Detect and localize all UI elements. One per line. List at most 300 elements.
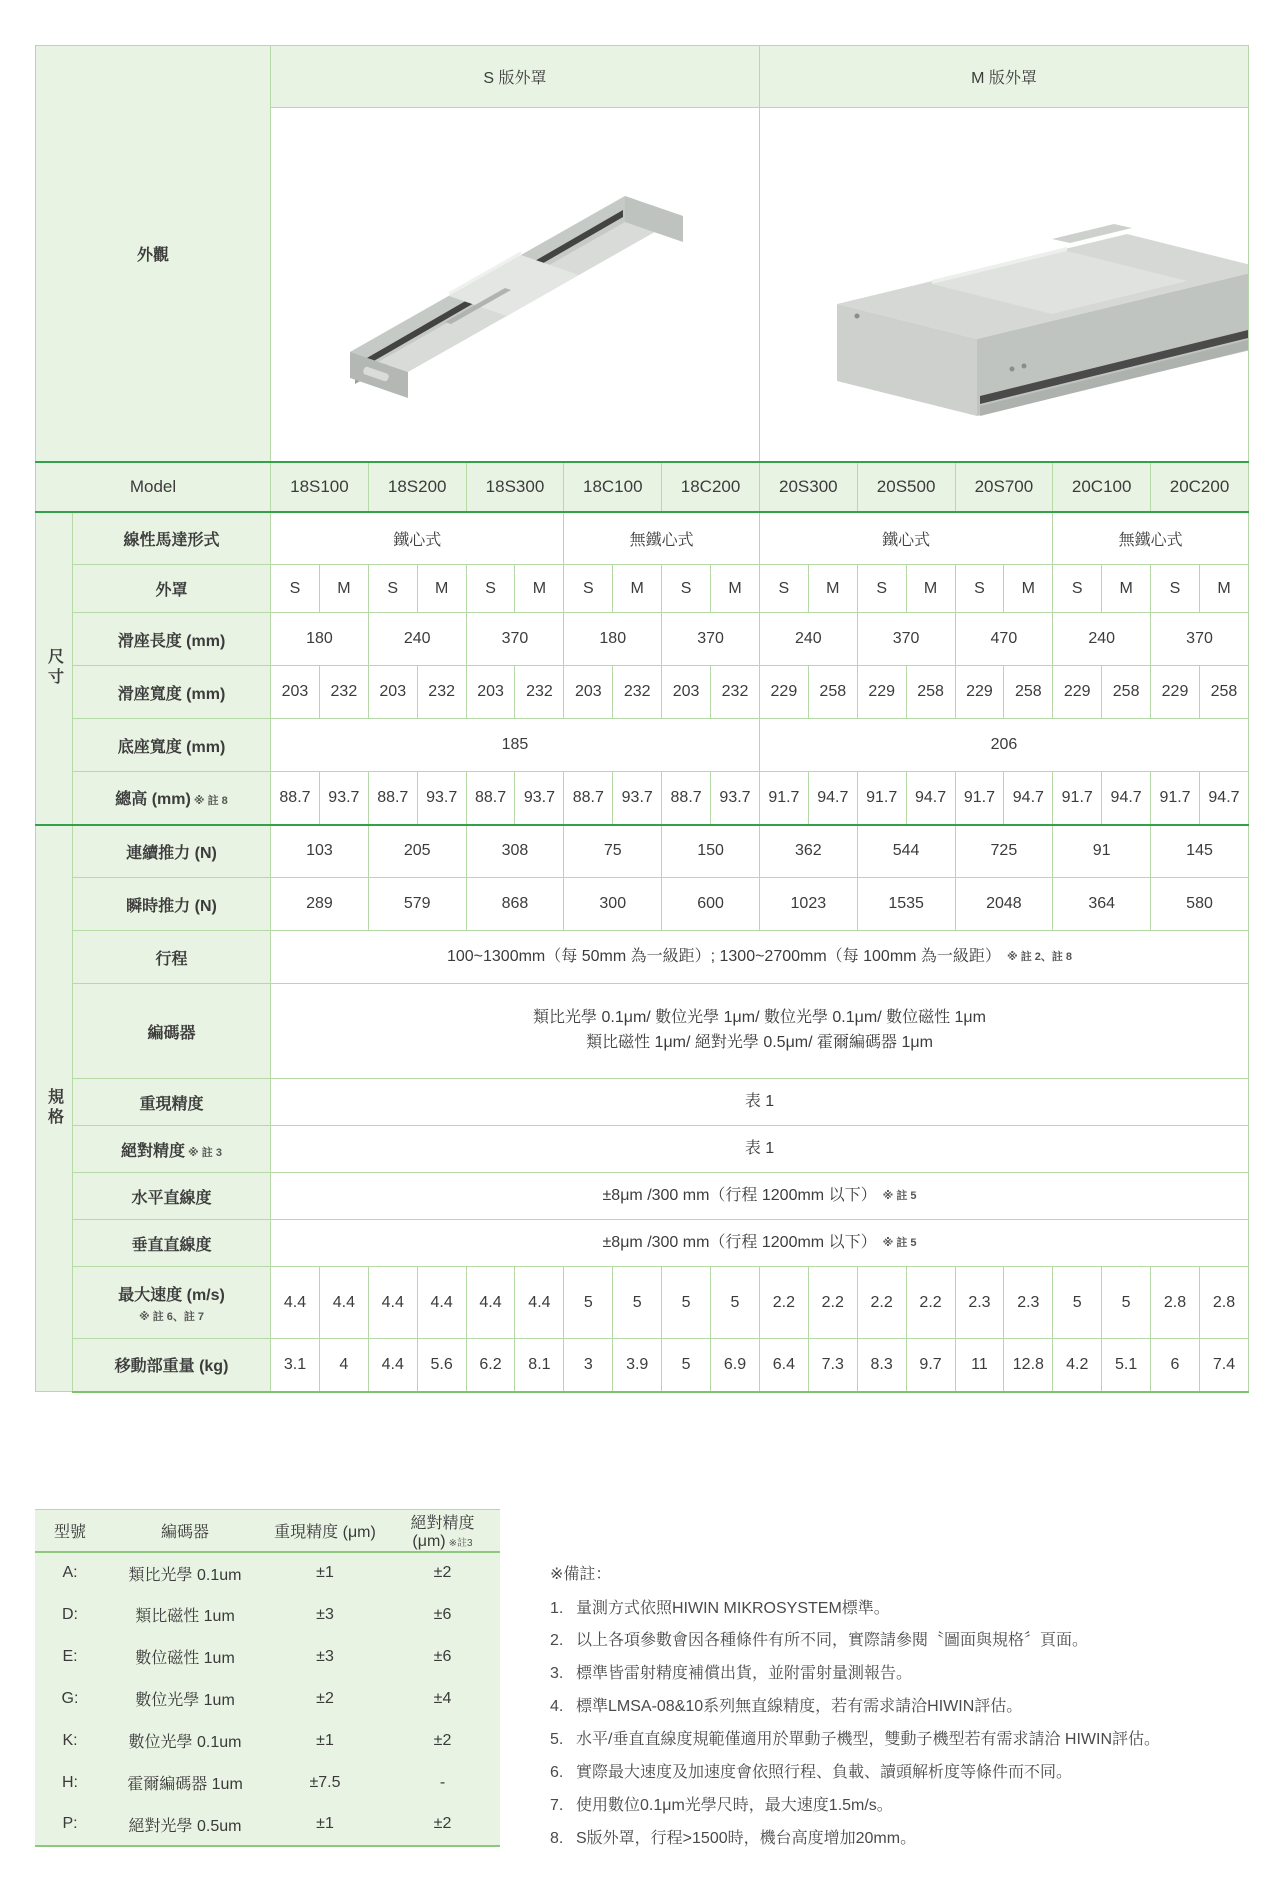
enc-header-label: 型號 [53, 1523, 86, 1541]
spec-cell: 鐵心式 [759, 512, 1052, 565]
enc-absolute-cell: ±6 [433, 1647, 452, 1665]
note-number: 6. [550, 1764, 564, 1782]
spec-cell: 4.4 [271, 1267, 320, 1339]
spec-cell: 370 [662, 613, 760, 666]
section-label-dimensions [36, 512, 73, 825]
encoder-table-header [35, 1509, 500, 1552]
section-label-specifications [36, 825, 73, 1392]
note-text: 量測方式依照HIWIN MIKROSYSTEM標準。 [576, 1599, 890, 1617]
spec-cell: 232 [711, 666, 760, 719]
spec-cell: 3.1 [271, 1339, 320, 1392]
enc-col-repeatability [265, 1509, 385, 1552]
enc-name-cell: 數位光學 0.1um [128, 1734, 242, 1751]
product-photo-m-cover [762, 134, 1249, 434]
spec-cell: 4.4 [368, 1339, 417, 1392]
spec-cell: 93.7 [515, 772, 564, 825]
row-label-text: 滑座寬度 (mm) [117, 685, 226, 703]
spec-text: 表 1 [744, 1139, 775, 1157]
enc-header-label: 絕對精度 (μm) [410, 1514, 475, 1550]
spec-cell: 4.4 [515, 1267, 564, 1339]
note-text: 標準LMSA-08&10系列無直線精度，若有需求請洽HIWIN評估。 [576, 1698, 1023, 1716]
spec-cell: 91.7 [1151, 772, 1200, 825]
row-label-repeat [73, 1079, 271, 1126]
spec-cell: S [466, 565, 515, 613]
spec-cell: 370 [466, 613, 564, 666]
spec-cell: 203 [271, 666, 320, 719]
spec-text: 類比磁性 1μm/ 絕對光學 0.5μm/ 霍爾編碼器 1μm [586, 1034, 933, 1051]
row-label-vstr [73, 1220, 271, 1267]
spec-cell: S [857, 565, 906, 613]
spec-text-line [273, 1090, 1246, 1115]
spec-cell: 5 [613, 1267, 662, 1339]
enc-name-cell: 霍爾編碼器 1um [127, 1776, 243, 1793]
spec-text-note: ※ 註 5 [882, 1189, 917, 1202]
spec-cell: 145 [1151, 825, 1249, 878]
row-label-text: 移動部重量 (kg) [114, 1358, 229, 1376]
row-label-weight [73, 1339, 271, 1392]
spec-cell: 579 [368, 878, 466, 931]
spec-cell: 94.7 [1004, 772, 1053, 825]
spec-row-encoder [36, 984, 1249, 1079]
spec-cell: 5 [662, 1267, 711, 1339]
cover-header-m: M 版外罩 [759, 46, 1248, 108]
spec-cell: 258 [808, 666, 857, 719]
notes-block [500, 1509, 1283, 1859]
note-item [550, 1793, 1283, 1819]
product-photo-s-cover [295, 134, 735, 434]
spec-cell: 8.1 [515, 1339, 564, 1392]
spec-cell: 2.8 [1151, 1267, 1200, 1339]
encoder-accuracy-table [35, 1509, 500, 1847]
encoder-table-row [35, 1594, 500, 1636]
enc-repeat-cell: ±7.5 [309, 1773, 341, 1791]
note-text: 使用數位0.1μm光學尺時，最大速度1.5m/s。 [576, 1796, 893, 1814]
spec-cell: 229 [857, 666, 906, 719]
row-label-encoder [73, 984, 271, 1079]
spec-cell: M [1199, 565, 1248, 613]
spec-text-note: ※ 註 5 [882, 1236, 917, 1249]
spec-cell: M [808, 565, 857, 613]
note-number: 2. [550, 1632, 564, 1650]
enc-col-absolute [385, 1509, 500, 1552]
spec-cell: 2.2 [808, 1267, 857, 1339]
spec-cell: 94.7 [1199, 772, 1248, 825]
spec-cell: 5 [1053, 1267, 1102, 1339]
row-label-abs [73, 1126, 271, 1173]
model-cell: 20S500 [857, 462, 955, 512]
spec-cell-merged [271, 1173, 1249, 1220]
cover-header-row [36, 46, 1249, 108]
spec-cell: 7.3 [808, 1339, 857, 1392]
spec-cell: 232 [613, 666, 662, 719]
row-label-text: 絕對精度 [121, 1142, 186, 1160]
appearance-label: 外觀 [137, 246, 170, 264]
spec-cell: 3.9 [613, 1339, 662, 1392]
enc-code-cell: E: [62, 1647, 78, 1665]
spec-cell: 7.4 [1199, 1339, 1248, 1392]
spec-text-line [273, 1031, 1246, 1056]
enc-header-note: ※註3 [448, 1537, 473, 1549]
spec-cell-merged [271, 1126, 1249, 1173]
spec-text: ±8μm /300 mm（行程 1200mm 以下） [602, 1233, 877, 1251]
spec-row-abs [36, 1126, 1249, 1173]
encoder-table-row [35, 1762, 500, 1804]
spec-cell: S [271, 565, 320, 613]
spec-cell-merged [271, 1079, 1249, 1126]
spec-text: 100~1300mm（每 50mm 為一級距）; 1300~2700mm（每 100mm 為一級距） [446, 947, 1001, 965]
enc-name-cell: 類比光學 0.1um [128, 1566, 242, 1584]
spec-text: ±8μm /300 mm（行程 1200mm 以下） [602, 1186, 877, 1204]
note-number: 8. [550, 1829, 564, 1847]
spec-cell: 6 [1151, 1339, 1200, 1392]
row-label-text: 滑座長度 (mm) [117, 632, 226, 650]
spec-cell-merged [271, 931, 1249, 984]
spec-row-vstr [36, 1220, 1249, 1267]
row-label-text: 編碼器 [147, 1024, 196, 1042]
enc-code-cell: D: [62, 1605, 78, 1623]
spec-cell: 185 [271, 719, 760, 772]
spec-cell: 240 [1053, 613, 1151, 666]
spec-row-cover [36, 565, 1249, 613]
spec-cell: 232 [417, 666, 466, 719]
enc-name-cell: 絕對光學 0.5um [105, 1804, 265, 1846]
row-label-note: ※ 註 8 [193, 795, 228, 808]
model-cell: 20C200 [1151, 462, 1249, 512]
spec-cell: M [1102, 565, 1151, 613]
spec-cell: S [662, 565, 711, 613]
row-label-note: ※ 註 3 [188, 1146, 222, 1159]
spec-cell: M [1004, 565, 1053, 613]
spec-cell: 91.7 [759, 772, 808, 825]
note-item [550, 1694, 1283, 1720]
enc-name-cell: 數位磁性 1um [135, 1650, 235, 1667]
product-image-cell-m [759, 108, 1248, 462]
section-label-text: 規格 [45, 1088, 63, 1129]
spec-row-repeat [36, 1079, 1249, 1126]
spec-cell: 4.4 [319, 1267, 368, 1339]
model-cell: 20S700 [955, 462, 1053, 512]
model-cell: 18S200 [368, 462, 466, 512]
spec-row-inst [36, 878, 1249, 931]
spec-cell: S [955, 565, 1004, 613]
enc-repeat-cell: ±1 [316, 1731, 334, 1749]
row-label-inst [73, 878, 271, 931]
spec-cell: 91.7 [955, 772, 1004, 825]
spec-cell: 5.6 [417, 1339, 466, 1392]
spec-cell: 229 [1151, 666, 1200, 719]
spec-cell-merged [271, 984, 1249, 1079]
row-label-text: 重現精度 [139, 1095, 204, 1113]
spec-cell: 205 [368, 825, 466, 878]
row-label-slider_w [73, 666, 271, 719]
spec-cell: 2.3 [1004, 1267, 1053, 1339]
enc-repeat-cell: ±3 [316, 1605, 334, 1623]
spec-cell: 4.4 [368, 1267, 417, 1339]
model-cell: 18C200 [662, 462, 760, 512]
spec-cell: 88.7 [564, 772, 613, 825]
spec-cell: 12.8 [1004, 1339, 1053, 1392]
enc-absolute-cell: ±2 [433, 1731, 452, 1749]
row-label-hstr [73, 1173, 271, 1220]
spec-cell: 240 [759, 613, 857, 666]
spec-cell: 2048 [955, 878, 1053, 931]
spec-text-line [273, 1006, 1246, 1031]
spec-cell: 580 [1151, 878, 1249, 931]
spec-cell: 94.7 [808, 772, 857, 825]
enc-repeat-cell: ±1 [316, 1564, 334, 1581]
spec-cell: 6.2 [466, 1339, 515, 1392]
spec-cell: 3 [564, 1339, 613, 1392]
note-item [550, 1727, 1283, 1753]
note-item [550, 1826, 1283, 1852]
spec-text-note: ※ 註 2、註 8 [1006, 950, 1073, 963]
spec-cell: 229 [955, 666, 1004, 719]
row-label-text: 行程 [155, 950, 188, 968]
spec-cell: 93.7 [417, 772, 466, 825]
spec-cell: 91 [1053, 825, 1151, 878]
note-text: S版外罩，行程>1500時，機台高度增加20mm。 [576, 1829, 917, 1847]
spec-cell: 1023 [759, 878, 857, 931]
spec-cell: M [515, 565, 564, 613]
enc-code-cell: P: [35, 1804, 105, 1846]
row-label-text: 垂直直線度 [131, 1236, 212, 1254]
spec-cell: 289 [271, 878, 369, 931]
model-row-label: Model [36, 462, 271, 512]
spec-cell: 4 [319, 1339, 368, 1392]
model-cell: 20S300 [759, 462, 857, 512]
model-cell: 18S100 [271, 462, 369, 512]
enc-name-cell: 數位光學 1um [135, 1692, 235, 1709]
encoder-table-row [35, 1804, 500, 1846]
spec-cell: 150 [662, 825, 760, 878]
spec-cell: 2.2 [759, 1267, 808, 1339]
enc-repeat-cell: ±2 [316, 1689, 334, 1707]
spec-cell: 2.2 [906, 1267, 955, 1339]
spec-cell: 8.3 [857, 1339, 906, 1392]
spec-cell: 93.7 [711, 772, 760, 825]
spec-cell: 206 [759, 719, 1248, 772]
spec-cell: 203 [466, 666, 515, 719]
spec-cell: 258 [906, 666, 955, 719]
spec-cell: 370 [1151, 613, 1249, 666]
enc-code-cell: G: [61, 1689, 79, 1707]
encoder-table-row [35, 1720, 500, 1762]
spec-row-weight [36, 1339, 1249, 1392]
spec-cell: 300 [564, 878, 662, 931]
spec-text-line [273, 945, 1246, 970]
spec-cell: 88.7 [466, 772, 515, 825]
note-text: 以上各項參數會因各種條件有所不同，實際請參閱〝圖面與規格〞頁面。 [576, 1632, 1089, 1650]
row-label-height [73, 772, 271, 825]
row-label-text: 外罩 [155, 582, 188, 599]
row-label-base_w [73, 719, 271, 772]
note-number: 1. [550, 1599, 564, 1617]
spec-cell: 5 [1102, 1267, 1151, 1339]
spec-cell: M [906, 565, 955, 613]
spec-cell: 2.8 [1199, 1267, 1248, 1339]
spec-cell: 600 [662, 878, 760, 931]
spec-cell: 229 [1053, 666, 1102, 719]
bottom-section [35, 1509, 1283, 1859]
note-text: 實際最大速度及加速度會依照行程、負載、讀頭解析度等條件而不同。 [576, 1764, 1073, 1782]
appearance-label-cell [36, 46, 271, 462]
spec-cell: 5 [564, 1267, 613, 1339]
spec-cell: 240 [368, 613, 466, 666]
spec-cell: 470 [955, 613, 1053, 666]
row-label-stroke [73, 931, 271, 984]
spec-cell: 362 [759, 825, 857, 878]
enc-code-cell: H: [62, 1773, 78, 1791]
note-item [550, 1628, 1283, 1654]
row-label-cover [73, 565, 271, 613]
spec-text-line [273, 1184, 1246, 1209]
spec-cell: 2.3 [955, 1267, 1004, 1339]
spec-cell: 258 [1004, 666, 1053, 719]
model-cell: 18S300 [466, 462, 564, 512]
spec-cell: 544 [857, 825, 955, 878]
spec-cell: 93.7 [319, 772, 368, 825]
notes-list [550, 1596, 1283, 1852]
row-label-text: 底座寬度 (mm) [117, 738, 226, 756]
row-label-text: 線性馬達形式 [123, 531, 220, 549]
enc-header-label: 重現精度 (μm) [274, 1523, 376, 1541]
enc-repeat-cell: ±1 [265, 1804, 385, 1846]
spec-row-stroke [36, 931, 1249, 984]
spec-row-height [36, 772, 1249, 825]
note-item [550, 1760, 1283, 1786]
enc-col-model [35, 1509, 105, 1552]
spec-cell: 2.2 [857, 1267, 906, 1339]
spec-cell: 6.9 [711, 1339, 760, 1392]
model-row [36, 462, 1249, 512]
enc-repeat-cell: ±3 [316, 1647, 334, 1665]
row-label-cont [73, 825, 271, 878]
spec-cell: 4.2 [1053, 1339, 1102, 1392]
model-cell: 20C100 [1053, 462, 1151, 512]
spec-cell: 180 [564, 613, 662, 666]
spec-cell: S [564, 565, 613, 613]
spec-cell: 229 [759, 666, 808, 719]
spec-cell: 無鐵心式 [564, 512, 760, 565]
spec-cell: 232 [515, 666, 564, 719]
spec-row-hstr [36, 1173, 1249, 1220]
spec-cell: M [711, 565, 760, 613]
spec-cell: 94.7 [1102, 772, 1151, 825]
spec-cell: M [319, 565, 368, 613]
spec-cell: 258 [1102, 666, 1151, 719]
enc-absolute-cell: ±4 [433, 1689, 452, 1707]
encoder-table-row [35, 1636, 500, 1678]
note-item [550, 1661, 1283, 1687]
spec-cell: 258 [1199, 666, 1248, 719]
spec-table [35, 45, 1249, 1393]
row-label-text: 瞬時推力 (N) [126, 897, 217, 915]
spec-cell: 103 [271, 825, 369, 878]
row-label-speed [73, 1267, 271, 1339]
spec-cell-merged [271, 1220, 1249, 1267]
spec-cell: 308 [466, 825, 564, 878]
encoder-table-row [35, 1552, 500, 1594]
spec-cell: M [613, 565, 662, 613]
spec-cell: 4.4 [417, 1267, 466, 1339]
spec-cell: M [417, 565, 466, 613]
enc-absolute-cell: ±2 [385, 1804, 500, 1846]
spec-cell: 370 [857, 613, 955, 666]
enc-col-encoder [105, 1509, 265, 1552]
spec-cell: 203 [662, 666, 711, 719]
spec-cell: 203 [368, 666, 417, 719]
enc-absolute-cell: ±2 [433, 1564, 452, 1581]
notes-title: ※備註： [550, 1565, 612, 1583]
spec-row-base_w [36, 719, 1249, 772]
spec-cell: 868 [466, 878, 564, 931]
spec-cell: 5 [711, 1267, 760, 1339]
section-label-text: 尺寸 [45, 648, 63, 688]
note-item [550, 1596, 1283, 1622]
spec-cell: 無鐵心式 [1053, 512, 1249, 565]
enc-code-cell: K: [62, 1731, 78, 1749]
spec-cell: 88.7 [368, 772, 417, 825]
row-label-motor [73, 512, 271, 565]
spec-cell: 93.7 [613, 772, 662, 825]
encoder-table-row [35, 1678, 500, 1720]
enc-name-cell: 類比磁性 1um [135, 1608, 235, 1625]
spec-cell: 232 [319, 666, 368, 719]
spec-cell: S [1151, 565, 1200, 613]
row-label-text: 最大速度 (m/s) [118, 1286, 225, 1304]
note-number: 7. [550, 1796, 564, 1814]
spec-cell: 91.7 [857, 772, 906, 825]
spec-cell: 91.7 [1053, 772, 1102, 825]
note-number: 4. [550, 1698, 564, 1716]
row-label-text: 水平直線度 [131, 1189, 212, 1207]
spec-cell: S [759, 565, 808, 613]
spec-row-cont [36, 825, 1249, 878]
spec-cell: S [368, 565, 417, 613]
spec-cell: 9.7 [906, 1339, 955, 1392]
row-label-slider_len [73, 613, 271, 666]
spec-text-line [273, 1231, 1246, 1256]
spec-cell: 364 [1053, 878, 1151, 931]
row-label-note: ※ 註 6、註 7 [138, 1310, 205, 1323]
spec-cell: 4.4 [466, 1267, 515, 1339]
spec-cell: 5 [662, 1339, 711, 1392]
note-number: 3. [550, 1665, 564, 1683]
note-number: 5. [550, 1731, 564, 1749]
row-label-text: 總高 (mm) [115, 791, 191, 809]
spec-cell: 203 [564, 666, 613, 719]
spec-cell: 94.7 [906, 772, 955, 825]
enc-header-label: 編碼器 [160, 1523, 209, 1541]
spec-cell: 1535 [857, 878, 955, 931]
note-text: 標準皆雷射精度補償出貨，並附雷射量測報告。 [576, 1665, 913, 1683]
enc-absolute-cell: ±6 [433, 1605, 452, 1623]
spec-cell: 180 [271, 613, 369, 666]
spec-cell: 88.7 [662, 772, 711, 825]
spec-row-slider_len [36, 613, 1249, 666]
spec-cell: 725 [955, 825, 1053, 878]
spec-cell: 88.7 [271, 772, 320, 825]
note-text: 水平/垂直直線度規範僅適用於單動子機型，雙動子機型若有需求請洽 HIWIN評估。 [576, 1731, 1160, 1749]
enc-code-cell: A: [62, 1564, 78, 1581]
spec-cell: S [1053, 565, 1102, 613]
spec-text: 表 1 [744, 1092, 775, 1110]
spec-cell: 6.4 [759, 1339, 808, 1392]
enc-absolute-cell: - [439, 1773, 446, 1791]
spec-text: 類比光學 0.1μm/ 數位光學 1μm/ 數位光學 0.1μm/ 數位磁性 1μm [533, 1009, 986, 1027]
spec-row-speed [36, 1267, 1249, 1339]
model-cell: 18C100 [564, 462, 662, 512]
